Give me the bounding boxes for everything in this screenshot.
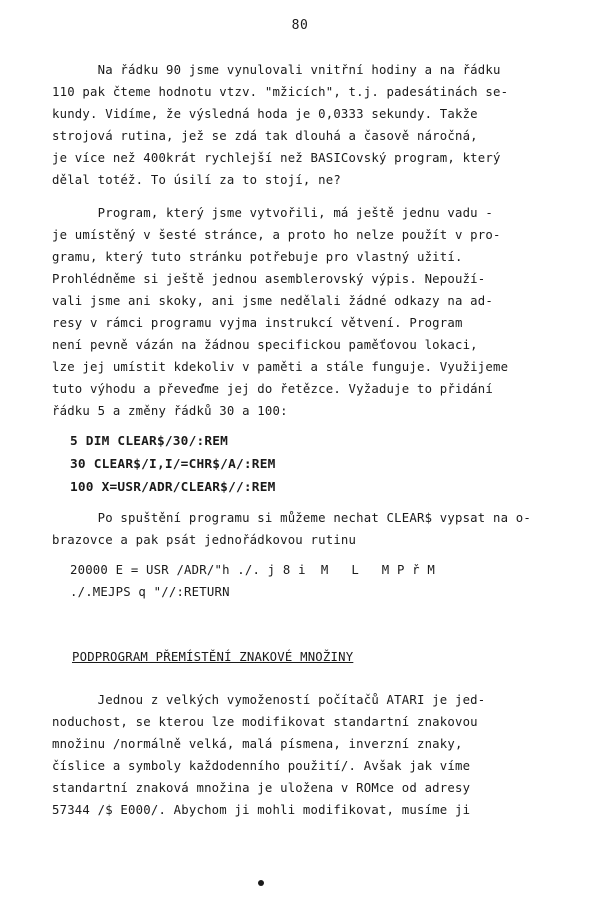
page-number: 80	[291, 18, 309, 33]
code-line: ./.MEJPS q "//:RETURN	[70, 585, 230, 599]
text-line: Program, který jsme vytvořili, má ještě jednu vadu -	[52, 206, 493, 220]
text-line: lze jej umístit kdekoliv v paměti a stále funguje. Využijeme	[52, 360, 509, 374]
text-line: standartní znaková množina je uložena v ROMce od adresy	[52, 781, 471, 795]
text-line: kundy. Vidíme, že výsledná hoda je 0,0333 sekundy. Takže	[52, 107, 478, 121]
text-line: je umístěný v šesté stránce, a proto ho nelze použít v pro-	[52, 228, 501, 242]
text-line: Jednou z velkých vymožeností počítačů ATARI je jed-	[52, 693, 486, 707]
text-line: Prohlédněme si ještě jednou asemblerovský výpis. Nepouží-	[52, 272, 486, 286]
text-line: množinu /normálně velká, malá písmena, inverzní znaky,	[52, 737, 463, 751]
text-line: řádku 5 a změny řádků 30 a 100:	[52, 404, 288, 418]
text-line: strojová rutina, jež se zdá tak dlouhá a časově náročná,	[52, 129, 478, 143]
code-line: 20000 E = USR /ADR/"h ./. j 8 i M L M P ř M	[70, 563, 435, 577]
text-line: Na řádku 90 jsme vynulovali vnitřní hodiny a na řádku	[52, 63, 501, 77]
code-line: 5 DIM CLEAR$/30/:REM	[70, 434, 229, 449]
text-line: brazovce a pak psát jednořádkovou rutinu	[52, 533, 357, 547]
text-line: 110 pak čteme hodnotu vtzv. "mžicích", t.j. padesátinách se-	[52, 85, 509, 99]
text-line: je více než 400krát rychlejší než BASICovský program, který	[52, 151, 501, 165]
section-heading: PODPROGRAM PŘEMÍSTĚNÍ ZNAKOVÉ MNOŽINY	[72, 650, 354, 664]
text-line: noduchost, se kterou lze modifikovat standartní znakovou	[52, 715, 478, 729]
code-line: 100 X=USR/ADR/CLEAR$//:REM	[70, 480, 276, 495]
text-line: Po spuštění programu si můžeme nechat CLEAR$ vypsat na o-	[52, 511, 532, 525]
text-line: gramu, který tuto stránku potřebuje pro vlastný užití.	[52, 250, 463, 264]
text-line: tuto výhodu a převeďme jej do řetězce. Vyžaduje to přidání	[52, 382, 493, 396]
text-line: vali jsme ani skoky, ani jsme nedělali žádné odkazy na ad-	[52, 294, 493, 308]
text-line: resy v rámci programu vyjma instrukcí větvení. Program	[52, 316, 463, 330]
code-line: 30 CLEAR$/I,I/=CHR$/A/:REM	[70, 457, 276, 472]
text-line: číslice a symboly každodenního použití/. Avšak jak víme	[52, 759, 471, 773]
text-line: 57344 /$ E000/. Abychom ji mohli modifikovat, musíme ji	[52, 803, 471, 817]
text-line: dělal totéž. To úsilí za to stojí, ne?	[52, 173, 341, 187]
page-dot-mark	[258, 880, 264, 886]
text-line: není pevně vázán na žádnou specifickou paměťovou lokaci,	[52, 338, 478, 352]
